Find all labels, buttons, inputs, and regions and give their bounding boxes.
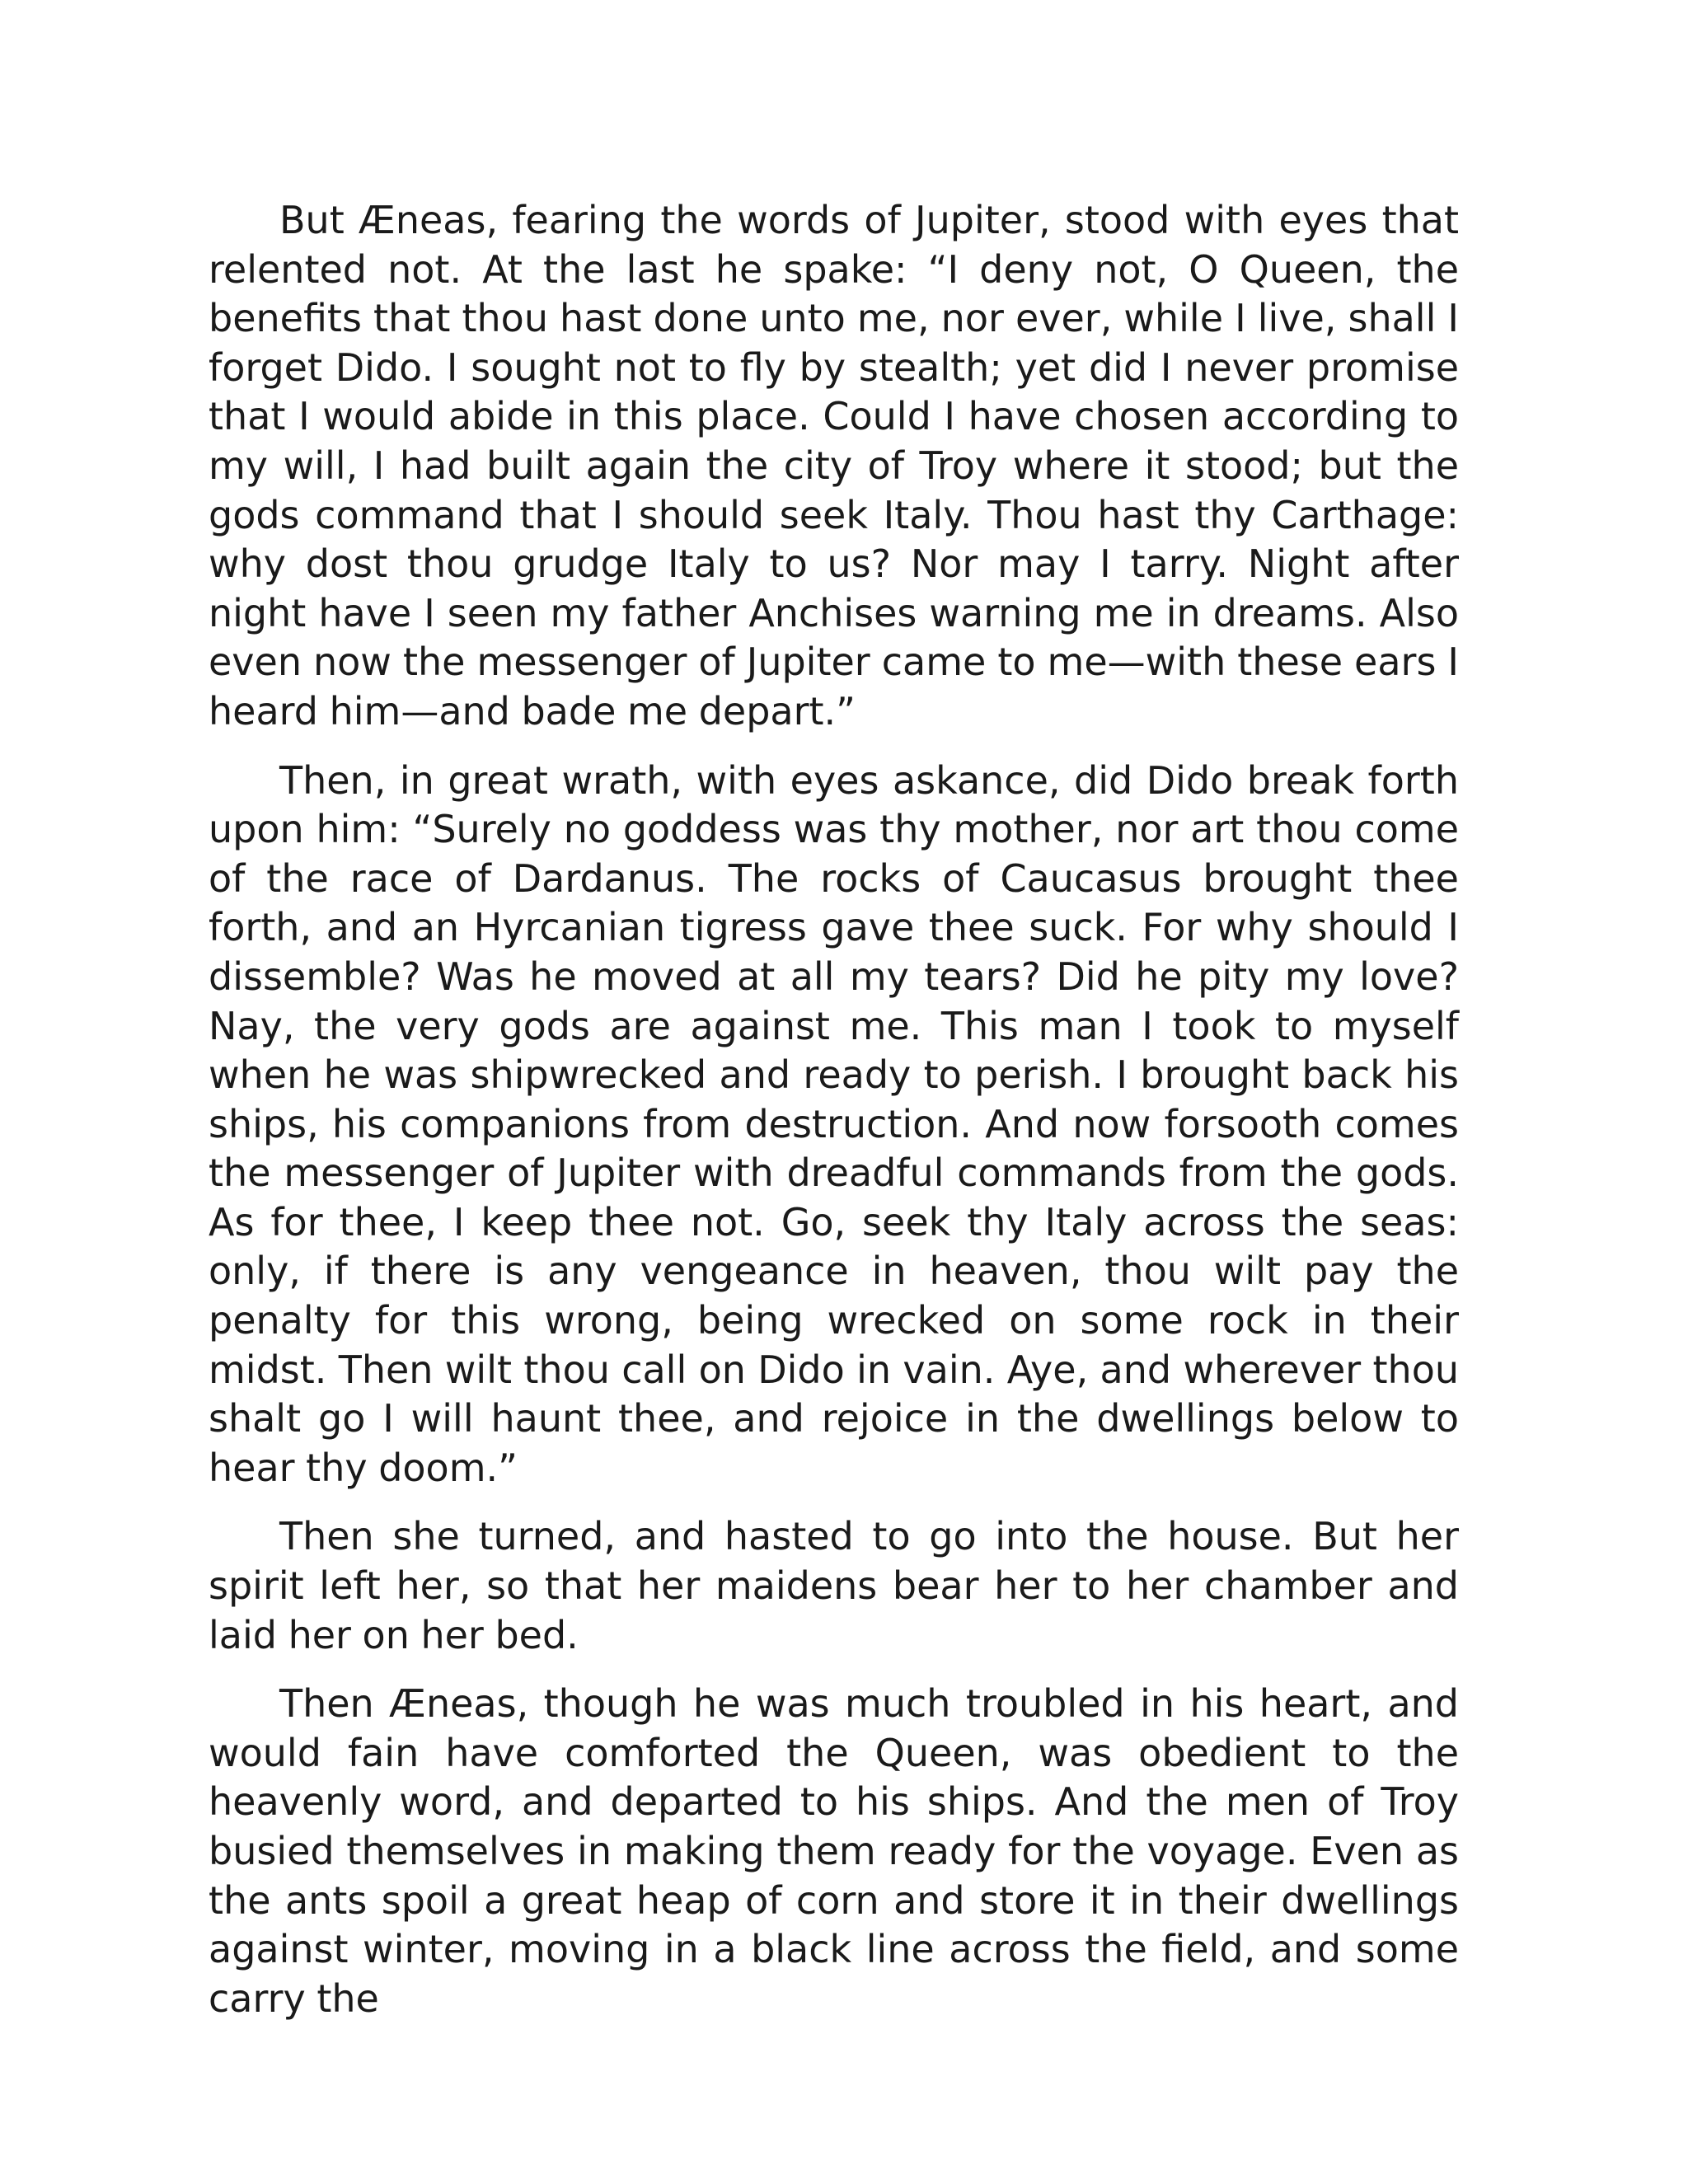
paragraph-4: Then Æneas, though he was much troubled in his heart, and would fain have comforted the Queen, was obedient to the heavenly word, and departed to his ships. And the men of Troy busied themselves in making them ready for the voyage. Even as the ants spoil a great heap of corn and store it in their dwellings against winter, moving in a black line across the field, and some carry the <box>209 1681 1459 2021</box>
page-body <box>209 196 1459 2043</box>
paragraph-3: Then she turned, and hasted to go into the house. But her spirit left her, so that her maidens bear her to her chamber and laid her on her bed. <box>209 1514 1459 1657</box>
paragraph-2: Then, in great wrath, with eyes askance, did Dido break forth upon him: “Surely no goddess was thy mother, nor art thou come of the race of Dardanus. The rocks of Caucasus brought thee forth, and an Hyrcanian tigress gave thee suck. For why should I dissemble? Was he moved at all my tears? Did he pity my love? Nay, the very gods are against me. This man I took to myself when he was shipwrecked and ready to perish. I brought back his ships, his companions from destruction. And now forsooth comes the messenger of Jupiter with dreadful commands from the gods. As for thee, I keep thee not. Go, seek thy Italy across the seas: only, if there is any vengeance in heaven, thou wilt pay the penalty for this wrong, being wrecked on some rock in their midst. Then wilt thou call on Dido in vain. Aye, and wherever thou shalt go I will haunt thee, and rejoice in the dwellings below to hear thy doom.” <box>209 757 1459 1490</box>
paragraph-1: But Æneas, fearing the words of Jupiter, stood with eyes that relented not. At the last he spake: “I deny not, O Queen, the benefits that thou hast done unto me, nor ever, while I live, shall I forget Dido. I sought not to fly by stealth; yet did I never promise that I would abide in this place. Could I have chosen according to my will, I had built again the city of Troy where it stood; but the gods command that I should seek Italy. Thou hast thy Carthage: why dost thou grudge Italy to us? Nor may I tarry. Night after night have I seen my father Anchises warning me in dreams. Also even now the messenger of Jupiter came to me—with these ears I heard him—and bade me depart.” <box>209 198 1459 733</box>
